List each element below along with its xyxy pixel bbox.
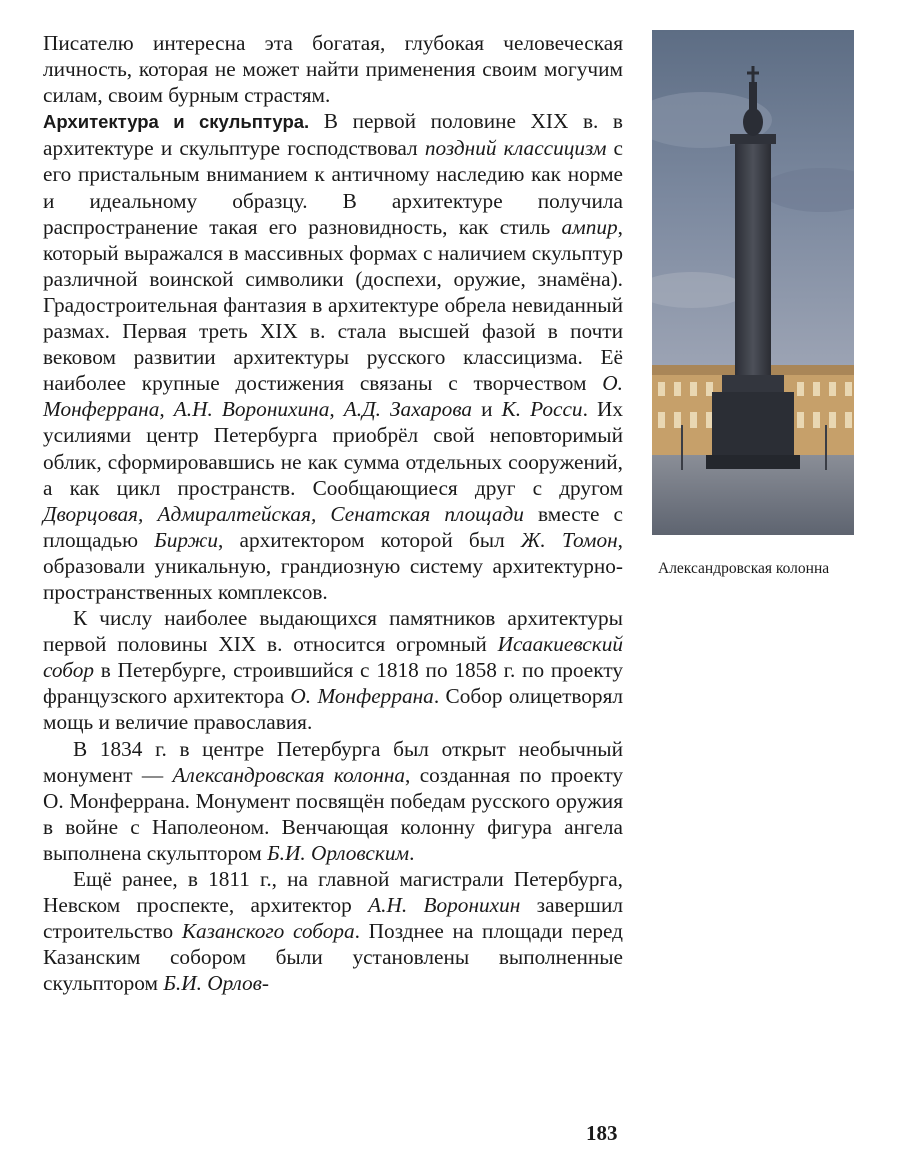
p2-term-6: Биржи — [154, 527, 218, 552]
p4-text-2: , созданная по проекту О. Монферрана. Монумент посвящён победам русского оружия в войне с Наполеоном. Венчающая колонну фигура ангела выполнена скульптором — [43, 762, 623, 865]
p3-text-1: К числу наиболее выдающихся памятников архитектуры первой половины XIX в. относится огромный — [43, 606, 623, 657]
p2-text-3: , который выражался в массивных формах с наличием скульптур различной воинской символики (доспехи, оружие, знамёна). Градостроительная фантазия в архитектуре обрела невиданный размах. Первая треть XIX в. стала высшей фазой в почти вековом развитии архитектуры русского классицизма. Её наиболее крупные достижения связаны с творчеством — [43, 214, 623, 396]
p5-text-2: завершил строительство — [43, 893, 623, 944]
p2-text-2: с его пристальным вниманием к античному наследию как норме и идеальному образцу. В архитектуре получила распространение такая его разновидность, как стиль — [43, 136, 623, 239]
p2-term-3: О. Монферрана, А.Н. Воронихина, А.Д. Захарова — [43, 371, 623, 422]
figure-caption: Александровская колонна — [658, 560, 830, 577]
p3-text-2: в Петербурге, строившийся с 1818 по 1858 г. по проекту французского архитектора — [43, 658, 623, 709]
p4-term-1: Александровская колонна — [172, 762, 406, 787]
p2-text-1: В первой половине XIX в. в архитектуре и скульптуре господствовал — [43, 109, 623, 161]
p5-term-3: Б.И. Орлов- — [163, 971, 269, 996]
p5-text-3: . Позднее на площади перед Казанским собором были установлены выполненные скульптором — [43, 919, 623, 996]
paragraph-2 — [43, 108, 623, 605]
p2-text-4: и — [472, 397, 502, 422]
p5-term-2: Казанского собора — [181, 919, 355, 944]
p2-text-7: , архитектором которой был — [217, 527, 521, 552]
p3-text-3: . Собор олицетворял мощь и величие православия. — [43, 684, 624, 735]
p2-term-7: Ж. Томон — [520, 527, 618, 552]
p3-term-2: О. Монферрана — [290, 684, 434, 709]
paragraph-1 — [43, 30, 623, 108]
p2-text-6: вместе с площадью — [43, 501, 623, 552]
p2-text-5: . Их усилиями центр Петербурга приобрёл свой неповторимый облик, сформировавшись не как сумма отдельных сооружений, а как цикл пространств. Сообщающиеся друг с другом — [43, 397, 624, 500]
p2-term-4: К. Росси — [501, 397, 583, 422]
p2-term-2: ампир — [561, 214, 618, 239]
p5-term-1: А.Н. Воронихин — [368, 893, 521, 918]
section-heading: Архитектура и скульптура. — [43, 111, 310, 133]
alexander-column-photo — [652, 30, 854, 535]
p4-term-2: Б.И. Орловским — [267, 840, 410, 865]
p2-term-1: поздний классицизм — [424, 136, 607, 161]
main-text-column — [43, 30, 623, 996]
paragraph-3 — [43, 605, 623, 735]
column-photo-illustration — [652, 30, 854, 535]
p3-term-1: Исаакиевский собор — [43, 632, 623, 683]
paragraph-4 — [43, 736, 623, 866]
p4-text-1: В 1834 г. в центре Петербурга был открыт необычный монумент — — [43, 736, 623, 787]
page-number: 183 — [586, 1121, 618, 1145]
p2-term-5: Дворцовая, Адмиралтейская, Сенатская площади — [43, 501, 524, 526]
p5-text-1: Ещё ранее, в 1811 г., на главной магистрали Петербурга, Невском проспекте, архитектор — [43, 867, 623, 918]
paragraph-5 — [43, 866, 623, 996]
p4-text-3: . — [409, 840, 415, 865]
paragraph-1-text: Писателю интересна эта богатая, глубокая человеческая личность, которая не может найти применения своим могучим силам, своим бурным страстям. — [43, 31, 623, 108]
p2-text-8: , образовали уникальную, грандиозную систему архитектурно-пространственных комплексов. — [43, 527, 623, 604]
